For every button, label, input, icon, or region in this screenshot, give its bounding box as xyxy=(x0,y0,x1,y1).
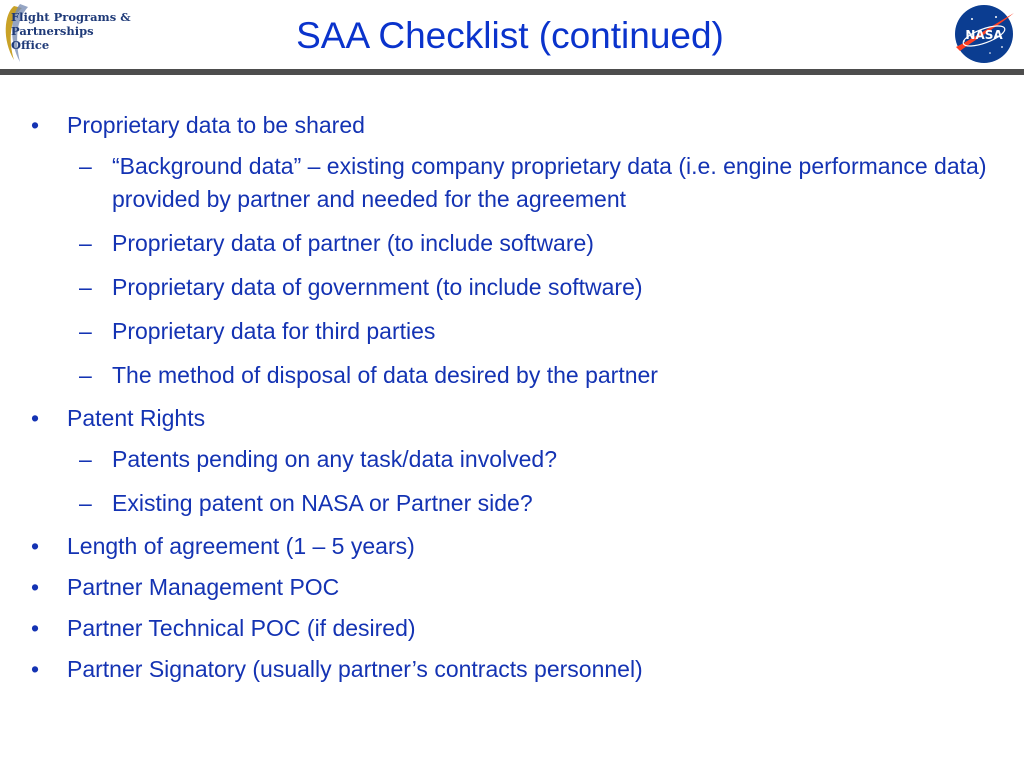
bullet-marker: • xyxy=(31,574,40,600)
sub-bullet-item xyxy=(0,315,1024,348)
bullet-item xyxy=(0,572,1024,602)
sub-bullet-text: Proprietary data of government (to include software) xyxy=(112,274,643,300)
bullet-marker: • xyxy=(31,615,40,641)
sub-bullet-item xyxy=(0,443,1024,476)
nasa-meatball-graphic xyxy=(950,3,1018,65)
nasa-logo-text: NASA xyxy=(965,28,1003,42)
bullet-item xyxy=(0,403,1024,520)
bullet-marker: • xyxy=(31,656,40,682)
bullet-item xyxy=(0,613,1024,643)
sub-bullet-marker: – xyxy=(79,153,92,179)
sub-bullet-text: “Background data” – existing company proprietary data (i.e. engine performance data) provided by partner and needed for the agreement xyxy=(112,153,987,212)
page-title: SAA Checklist (continued) xyxy=(296,15,724,56)
sub-bullet-text: Proprietary data of partner (to include software) xyxy=(112,230,594,256)
sub-bullet-item xyxy=(0,271,1024,304)
logo-line-2: Partnerships xyxy=(11,24,94,38)
sub-bullet-list xyxy=(67,443,1024,520)
sub-bullet-list xyxy=(67,150,1024,392)
slide-body xyxy=(0,110,1024,695)
bullet-item xyxy=(0,110,1024,392)
logo-line-3: Office xyxy=(11,38,50,52)
bullet-text: Partner Signatory (usually partner’s contracts personnel) xyxy=(67,656,643,682)
bullet-text: Partner Management POC xyxy=(67,574,340,600)
flight-programs-logo-graphic xyxy=(0,0,131,66)
bullet-item xyxy=(0,531,1024,561)
sub-bullet-marker: – xyxy=(79,318,92,344)
bullet-text: Patent Rights xyxy=(67,405,206,431)
sub-bullet-item xyxy=(0,359,1024,392)
nasa-logo-icon xyxy=(950,3,1018,65)
sub-bullet-marker: – xyxy=(79,490,92,516)
logo-line-1: Flight Programs & xyxy=(11,10,131,24)
bullet-list xyxy=(0,110,1024,684)
sub-bullet-text: Proprietary data for third parties xyxy=(112,318,436,344)
sub-bullet-marker: – xyxy=(79,274,92,300)
bullet-item xyxy=(0,654,1024,684)
sub-bullet-text: The method of disposal of data desired by the partner xyxy=(112,362,658,388)
sub-bullet-item xyxy=(0,487,1024,520)
bullet-marker: • xyxy=(31,405,40,431)
sub-bullet-marker: – xyxy=(79,362,92,388)
sub-bullet-marker: – xyxy=(79,446,92,472)
sub-bullet-text: Existing patent on NASA or Partner side? xyxy=(112,490,533,516)
flight-programs-logo-icon xyxy=(0,0,131,66)
sub-bullet-marker: – xyxy=(79,230,92,256)
header-divider xyxy=(0,69,1024,75)
bullet-marker: • xyxy=(31,533,40,559)
bullet-text: Partner Technical POC (if desired) xyxy=(67,615,416,641)
bullet-text: Proprietary data to be shared xyxy=(67,112,365,138)
sub-bullet-item xyxy=(0,150,1024,216)
sub-bullet-item xyxy=(0,227,1024,260)
sub-bullet-text: Patents pending on any task/data involved? xyxy=(112,446,557,472)
bullet-marker: • xyxy=(31,112,40,138)
bullet-text: Length of agreement (1 – 5 years) xyxy=(67,533,415,559)
